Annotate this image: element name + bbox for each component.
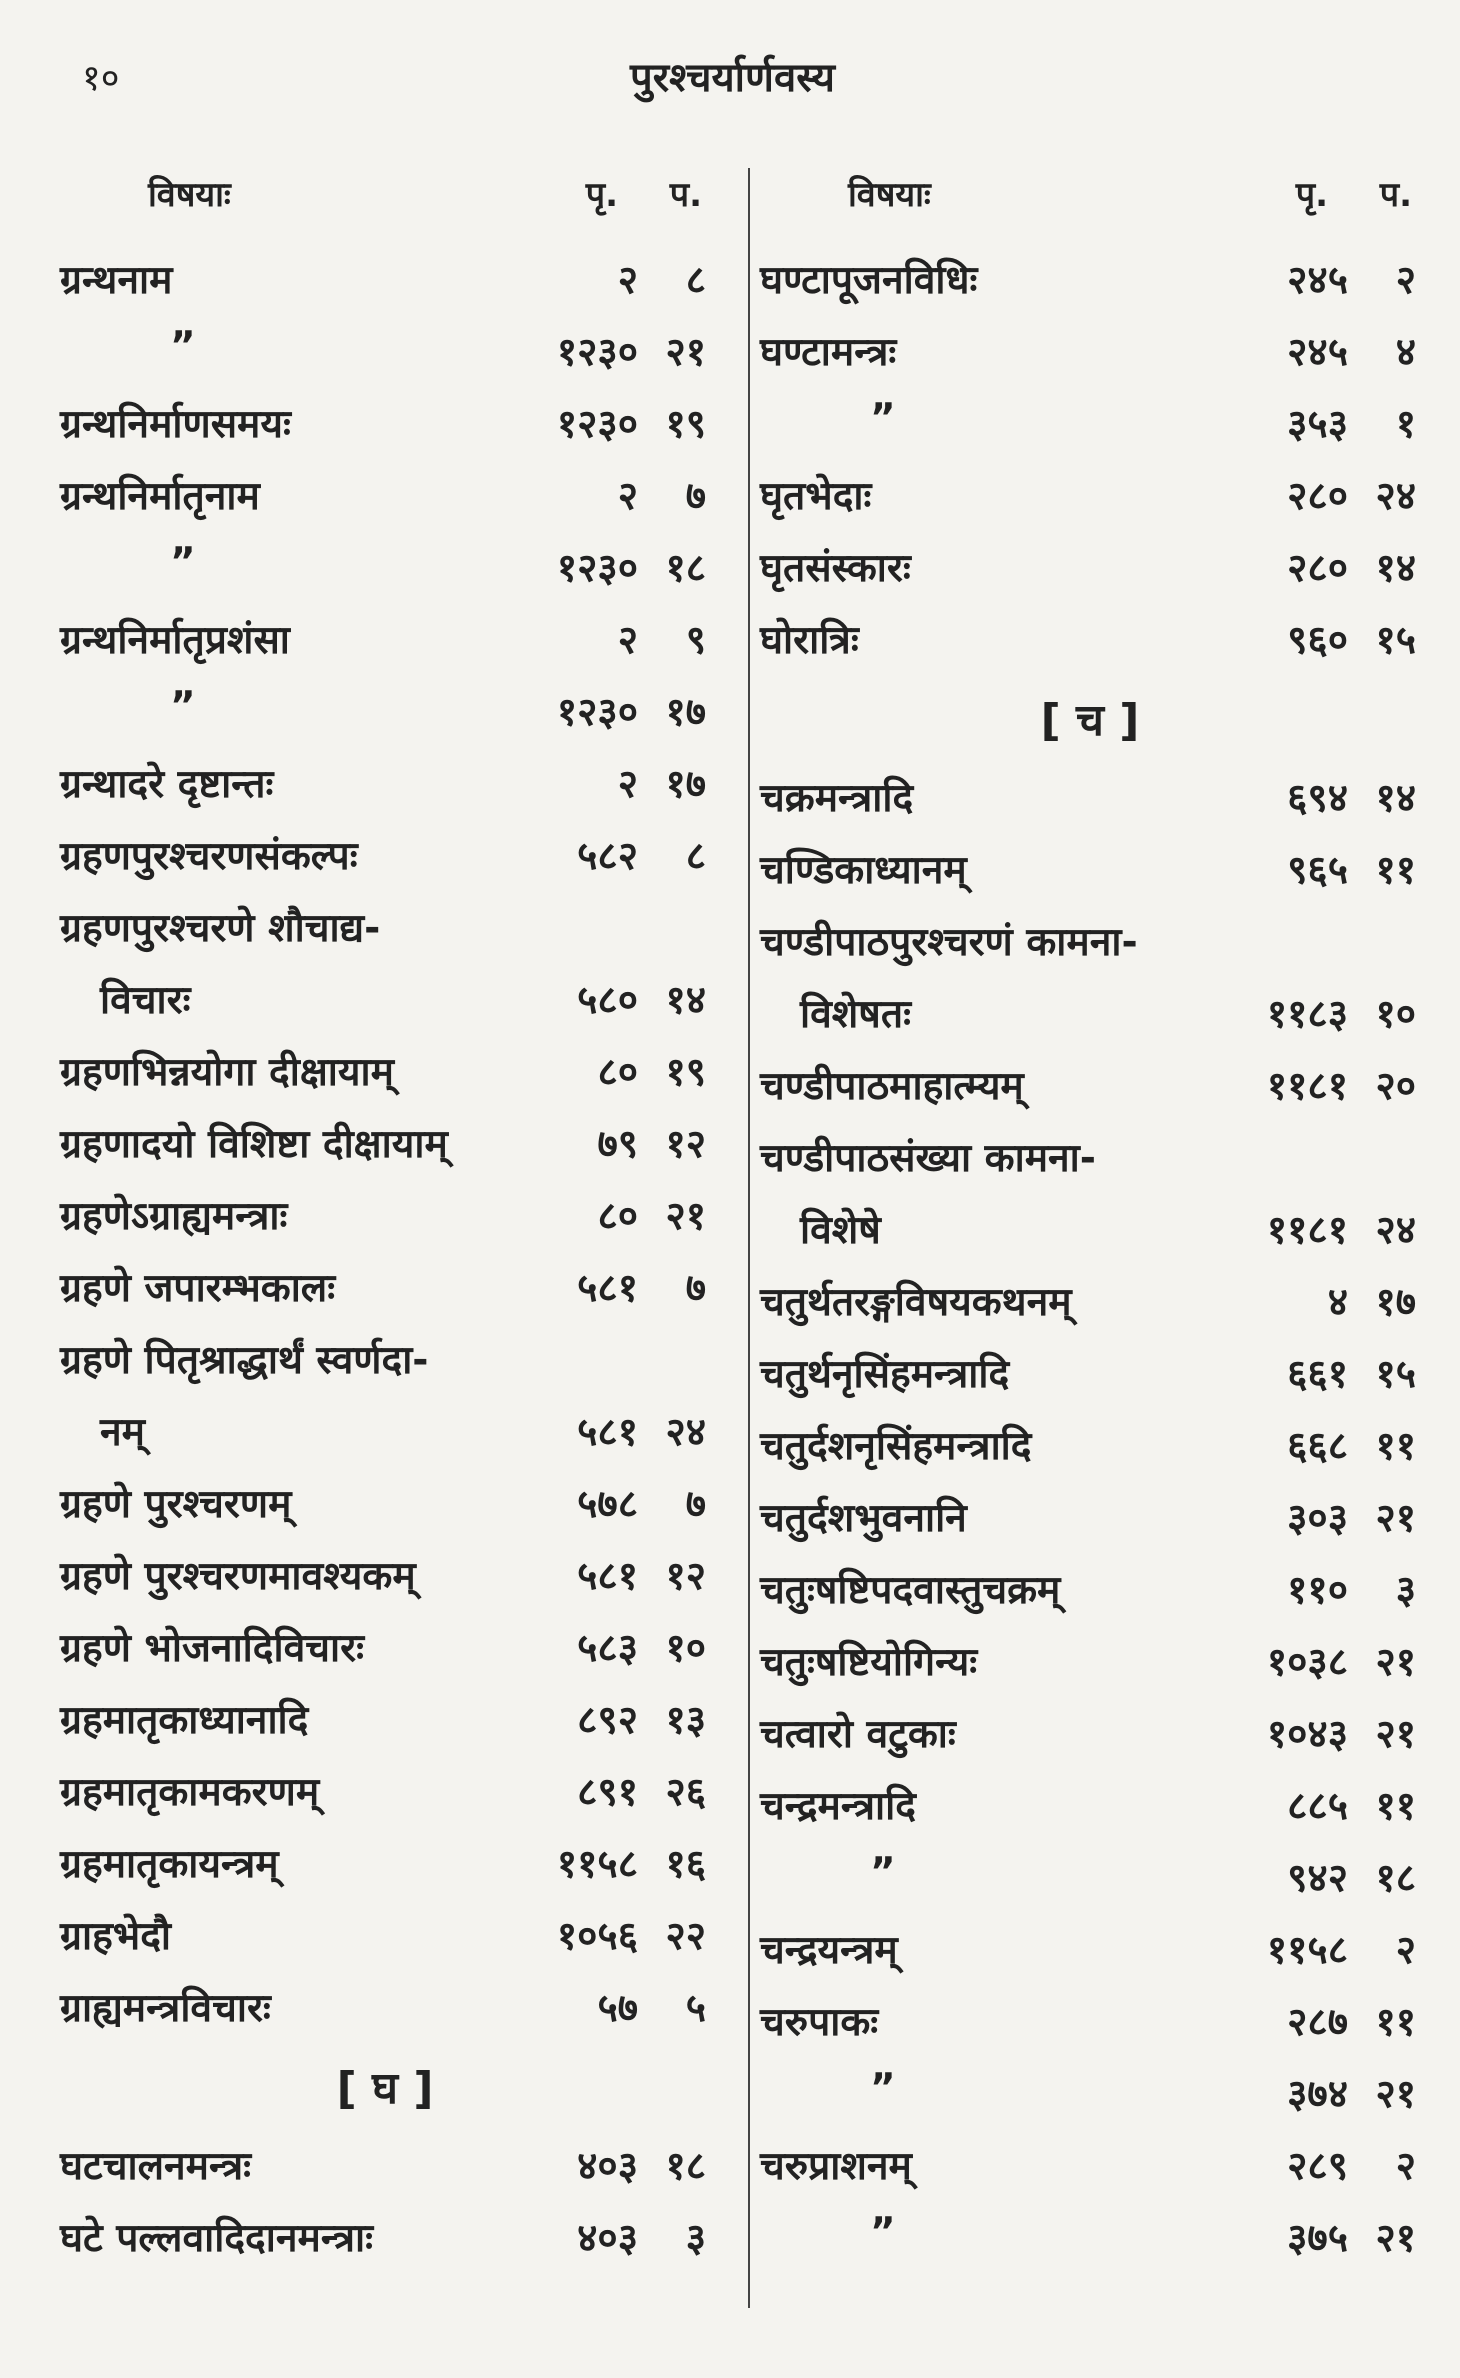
- entry-page: ६९४: [1287, 776, 1348, 821]
- entry-line: १४: [1375, 546, 1416, 591]
- entry-page: २: [617, 618, 638, 663]
- entry-page: ५८१: [577, 1266, 638, 1311]
- entry-subject: घटे पल्लवादिदानमन्त्राः: [60, 2216, 374, 2261]
- entry-subject: ”: [170, 324, 196, 369]
- entry-line: १७: [665, 762, 706, 807]
- index-entry: [60, 604, 710, 676]
- index-entry: [60, 676, 710, 748]
- entry-subject: ग्रहणे पुरश्चरणमावश्यकम्: [60, 1554, 416, 1599]
- index-entry: [60, 2202, 710, 2274]
- entry-subject: ग्रहमातृकायन्त्रम्: [60, 1842, 279, 1887]
- line-header: प.: [1379, 175, 1412, 215]
- entry-page: २: [617, 474, 638, 519]
- entry-subject: ”: [870, 1850, 896, 1895]
- entry-subject: ग्रहणपुरश्चरणे शौचाद्य-: [60, 906, 381, 951]
- entry-page: ५८३: [577, 1626, 638, 1671]
- entry-line: १७: [665, 690, 706, 735]
- entry-subject: ग्रहणेऽग्राह्यमन्त्राः: [60, 1194, 288, 1239]
- entry-page: ४०३: [577, 2144, 638, 2189]
- entry-page: १२३०: [556, 546, 638, 591]
- entry-line: १२: [665, 1122, 706, 1167]
- entry-page: ९६०: [1287, 618, 1348, 663]
- index-entry: [60, 1468, 710, 1540]
- entry-line: २०: [1375, 1064, 1416, 1109]
- entry-page: ११५८: [1266, 1928, 1348, 1973]
- entry-subject: चतुर्थनृसिंहमन्त्रादि: [760, 1352, 1010, 1397]
- entry-page: ५८१: [577, 1410, 638, 1455]
- index-entry: [60, 1108, 710, 1180]
- section-heading: [ घ ]: [336, 2063, 434, 2114]
- index-entry: [60, 892, 710, 964]
- entry-line: २१: [1375, 2216, 1416, 2261]
- entry-line: १२: [665, 1554, 706, 1599]
- entry-line: २१: [1375, 2072, 1416, 2117]
- entry-line: १७: [1375, 1280, 1416, 1325]
- entry-subject: चतुर्दशनृसिंहमन्त्रादि: [760, 1424, 1032, 1469]
- index-entry: [760, 532, 1420, 604]
- entry-line: १९: [665, 1050, 706, 1095]
- index-entry: [760, 2058, 1420, 2130]
- page-header: पृ.: [585, 175, 618, 215]
- entry-subject: चण्डीपाठसंख्या कामना-: [760, 1136, 1096, 1181]
- entry-subject: ”: [170, 540, 196, 585]
- entry-line: ७: [685, 474, 706, 519]
- index-entry: [760, 1986, 1420, 2058]
- left-index-column: [60, 160, 710, 2274]
- entry-line: २४: [1375, 1208, 1416, 1253]
- entry-page: ५७८: [577, 1482, 638, 1527]
- line-header: प.: [669, 175, 702, 215]
- index-entry: [760, 978, 1420, 1050]
- entry-subject: चरुपाकः: [760, 2000, 879, 2045]
- entry-line: १४: [665, 978, 706, 1023]
- column-header: [60, 160, 710, 244]
- index-entry: [760, 2202, 1420, 2274]
- entry-subject: ग्रहमातृकाध्यानादि: [60, 1698, 309, 1743]
- entry-line: २: [1395, 2144, 1416, 2189]
- entry-line: २६: [665, 1770, 706, 1815]
- entry-page: ८०: [597, 1194, 638, 1239]
- page-header: पृ.: [1295, 175, 1328, 215]
- index-entry: [760, 1698, 1420, 1770]
- entry-line: २४: [1375, 474, 1416, 519]
- entry-line: २२: [665, 1914, 706, 1959]
- entry-subject: घृतसंस्कारः: [760, 546, 911, 591]
- entry-line: ७: [685, 1482, 706, 1527]
- entry-page: १०३८: [1266, 1640, 1348, 1685]
- entry-subject: चतुर्थतरङ्गविषयकथनम्: [760, 1280, 1072, 1325]
- index-entry: [60, 1828, 710, 1900]
- entry-page: ६६८: [1287, 1424, 1348, 1469]
- index-entry: [760, 1338, 1420, 1410]
- entry-line: ८: [685, 834, 706, 879]
- entry-line: १९: [665, 402, 706, 447]
- entry-line: ५: [685, 1986, 706, 2031]
- entry-subject: ग्रहणे जपारम्भकालः: [60, 1266, 336, 1311]
- entry-subject: ग्रहणादयो विशिष्टा दीक्षायाम्: [60, 1122, 448, 1167]
- entry-subject: ग्रहणे भोजनादिविचारः: [60, 1626, 364, 1671]
- entry-page: ३०३: [1287, 1496, 1348, 1541]
- entry-subject: चत्वारो वटुकाः: [760, 1712, 956, 1757]
- entry-subject: चण्डीपाठमाहात्म्यम्: [760, 1064, 1024, 1109]
- entry-line: १०: [1375, 992, 1416, 1037]
- entry-subject: चन्द्रयन्त्रम्: [760, 1928, 898, 1973]
- entry-line: ११: [1375, 1424, 1416, 1469]
- entry-line: ३: [685, 2216, 706, 2261]
- index-entry: [60, 1252, 710, 1324]
- index-entry: [60, 460, 710, 532]
- entry-page: ११८१: [1266, 1208, 1348, 1253]
- entry-subject: ग्रहमातृकामकरणम्: [60, 1770, 320, 1815]
- entry-subject: घटचालनमन्त्रः: [60, 2144, 252, 2189]
- entry-subject: ”: [870, 396, 896, 441]
- index-entry: [760, 316, 1420, 388]
- entry-page: ९६५: [1287, 848, 1348, 893]
- index-entry: [60, 748, 710, 820]
- entry-page: ७९: [597, 1122, 638, 1167]
- entry-line: ९: [685, 618, 706, 663]
- index-entry: [60, 1900, 710, 1972]
- entry-subject: ग्रन्थनिर्माणसमयः: [60, 402, 291, 447]
- index-entry: [760, 1842, 1420, 1914]
- entry-subject: ”: [170, 684, 196, 729]
- index-entry: [760, 604, 1420, 676]
- entry-page: ८८५: [1287, 1784, 1348, 1829]
- entry-page: ६६१: [1287, 1352, 1348, 1397]
- entry-page: ४: [1327, 1280, 1348, 1325]
- entry-page: ३७५: [1287, 2216, 1348, 2261]
- entry-page: ८९२: [577, 1698, 638, 1743]
- entry-page: १२३०: [556, 402, 638, 447]
- entry-line: ७: [685, 1266, 706, 1311]
- index-entry: [60, 1756, 710, 1828]
- entry-line: २: [1395, 258, 1416, 303]
- entry-page: २८०: [1287, 474, 1348, 519]
- index-entry: [760, 244, 1420, 316]
- entry-line: २१: [1375, 1496, 1416, 1541]
- entry-page: ९४२: [1287, 1856, 1348, 1901]
- index-entry: [60, 1036, 710, 1108]
- page-number: १०: [82, 58, 120, 99]
- subject-header: विषयाः: [148, 175, 231, 215]
- entry-subject: ग्रन्थनाम: [60, 258, 173, 303]
- index-entry: [60, 1684, 710, 1756]
- entry-line: ३: [1395, 1568, 1416, 1613]
- index-entry: [60, 1972, 710, 2044]
- entry-line: २: [1395, 1928, 1416, 1973]
- index-entry: [760, 2130, 1420, 2202]
- entry-page: ५८२: [577, 834, 638, 879]
- entry-page: ११८१: [1266, 1064, 1348, 1109]
- index-entry: [60, 820, 710, 892]
- entry-line: १८: [665, 546, 706, 591]
- index-entry: [760, 762, 1420, 834]
- entry-subject: घृतभेदाः: [760, 474, 872, 519]
- entry-line: २१: [1375, 1712, 1416, 1757]
- index-entry: [760, 1626, 1420, 1698]
- entry-subject: ग्रहणभिन्नयोगा दीक्षायाम्: [60, 1050, 394, 1095]
- index-entry: [60, 964, 710, 1036]
- entry-page: २: [617, 258, 638, 303]
- entry-subject: ग्रहणपुरश्चरणसंकल्पः: [60, 834, 358, 879]
- entry-subject: चतुःषष्टियोगिन्यः: [760, 1640, 978, 1685]
- entry-subject: चरुप्राशनम्: [760, 2144, 912, 2189]
- entry-line: १८: [665, 2144, 706, 2189]
- entry-page: ५७: [597, 1986, 638, 2031]
- entry-line: १६: [665, 1842, 706, 1887]
- entry-subject: ग्रन्थनिर्मातृप्रशंसा: [60, 618, 290, 663]
- index-entry: [760, 1266, 1420, 1338]
- entry-page: १०५६: [556, 1914, 638, 1959]
- column-header: [760, 160, 1420, 244]
- index-entry: [760, 1050, 1420, 1122]
- entry-subject: ”: [870, 2210, 896, 2255]
- right-index-column: [760, 160, 1420, 2274]
- index-entry: [760, 834, 1420, 906]
- entry-subject: ग्रहणे पितृश्राद्धार्थं स्वर्णदा-: [60, 1338, 429, 1383]
- entry-line: २१: [665, 1194, 706, 1239]
- entry-page: ११०: [1287, 1568, 1348, 1613]
- entry-line: १५: [1375, 618, 1416, 663]
- entry-subject: विशेषे: [800, 1208, 881, 1253]
- entry-line: १५: [1375, 1352, 1416, 1397]
- index-entry: [60, 316, 710, 388]
- entry-line: १: [1395, 402, 1416, 447]
- entry-line: १३: [665, 1698, 706, 1743]
- entry-subject: चण्डिकाध्यानम्: [760, 848, 967, 893]
- entry-subject: चण्डीपाठपुरश्चरणं कामना-: [760, 920, 1138, 965]
- entry-line: २१: [1375, 1640, 1416, 1685]
- entry-subject: चतुर्दशभुवनानि: [760, 1496, 967, 1541]
- entry-line: ११: [1375, 2000, 1416, 2045]
- entry-line: ११: [1375, 1784, 1416, 1829]
- index-entry: [760, 1914, 1420, 1986]
- entry-page: ३७४: [1287, 2072, 1348, 2117]
- index-entry: [60, 244, 710, 316]
- entry-page: ८०: [597, 1050, 638, 1095]
- running-title: पुरश्चर्यार्णवस्य: [630, 55, 835, 101]
- entry-subject: विशेषतः: [800, 992, 911, 1037]
- entry-subject: चन्द्रमन्त्रादि: [760, 1784, 916, 1829]
- column-divider: [748, 168, 750, 2308]
- index-entry: [60, 1180, 710, 1252]
- entry-line: २४: [665, 1410, 706, 1455]
- index-entry: [760, 460, 1420, 532]
- index-entry: [760, 1410, 1420, 1482]
- entry-subject: विचारः: [100, 978, 191, 1023]
- entry-subject: ग्रन्थादरे दृष्टान्तः: [60, 762, 274, 807]
- entry-page: २८०: [1287, 546, 1348, 591]
- index-entry: [760, 1770, 1420, 1842]
- entry-subject: नम्: [100, 1410, 145, 1455]
- entry-page: २४५: [1287, 258, 1348, 303]
- index-entry: [60, 1540, 710, 1612]
- entry-subject: घोरात्रिः: [760, 618, 859, 663]
- entry-subject: ग्रन्थनिर्मातृनाम: [60, 474, 260, 519]
- entry-subject: घण्टामन्त्रः: [760, 330, 897, 375]
- entry-subject: ग्राह्यमन्त्रविचारः: [60, 1986, 271, 2031]
- index-entry: [60, 532, 710, 604]
- index-entry: [760, 906, 1420, 978]
- entry-line: १०: [665, 1626, 706, 1671]
- entry-page: ११८३: [1266, 992, 1348, 1037]
- entry-line: ११: [1375, 848, 1416, 893]
- entry-subject: ग्राहभेदौ: [60, 1914, 172, 1959]
- entry-page: १२३०: [556, 690, 638, 735]
- entry-page: ११५८: [556, 1842, 638, 1887]
- index-entry: [60, 1324, 710, 1396]
- entry-page: १०४३: [1266, 1712, 1348, 1757]
- entry-page: २८९: [1287, 2144, 1348, 2189]
- index-entry: [60, 2130, 710, 2202]
- index-entry: [60, 1612, 710, 1684]
- entry-page: १२३०: [556, 330, 638, 375]
- entry-subject: चतुःषष्टिपदवास्तुचक्रम्: [760, 1568, 1061, 1613]
- entry-subject: घण्टापूजनविधिः: [760, 258, 978, 303]
- index-entry: [760, 1122, 1420, 1194]
- index-entry: [60, 1396, 710, 1468]
- entry-subject: ग्रहणे पुरश्चरणम्: [60, 1482, 292, 1527]
- entry-page: ३५३: [1287, 402, 1348, 447]
- entry-line: ८: [685, 258, 706, 303]
- entry-page: ५८०: [577, 978, 638, 1023]
- entry-subject: ”: [870, 2066, 896, 2111]
- entry-subject: चक्रमन्त्रादि: [760, 776, 914, 821]
- entry-page: २: [617, 762, 638, 807]
- entry-page: ८९१: [577, 1770, 638, 1815]
- section-heading: [ च ]: [1040, 695, 1140, 746]
- entry-page: ५८१: [577, 1554, 638, 1599]
- entry-page: ४०३: [577, 2216, 638, 2261]
- entry-line: १४: [1375, 776, 1416, 821]
- subject-header: विषयाः: [848, 175, 931, 215]
- entry-line: १८: [1375, 1856, 1416, 1901]
- index-entry: [60, 388, 710, 460]
- entry-page: २४५: [1287, 330, 1348, 375]
- index-entry: [760, 1482, 1420, 1554]
- entry-line: ४: [1395, 330, 1416, 375]
- index-entry: [760, 1554, 1420, 1626]
- entry-page: २८७: [1287, 2000, 1348, 2045]
- index-entry: [760, 388, 1420, 460]
- entry-line: २१: [665, 330, 706, 375]
- index-entry: [760, 1194, 1420, 1266]
